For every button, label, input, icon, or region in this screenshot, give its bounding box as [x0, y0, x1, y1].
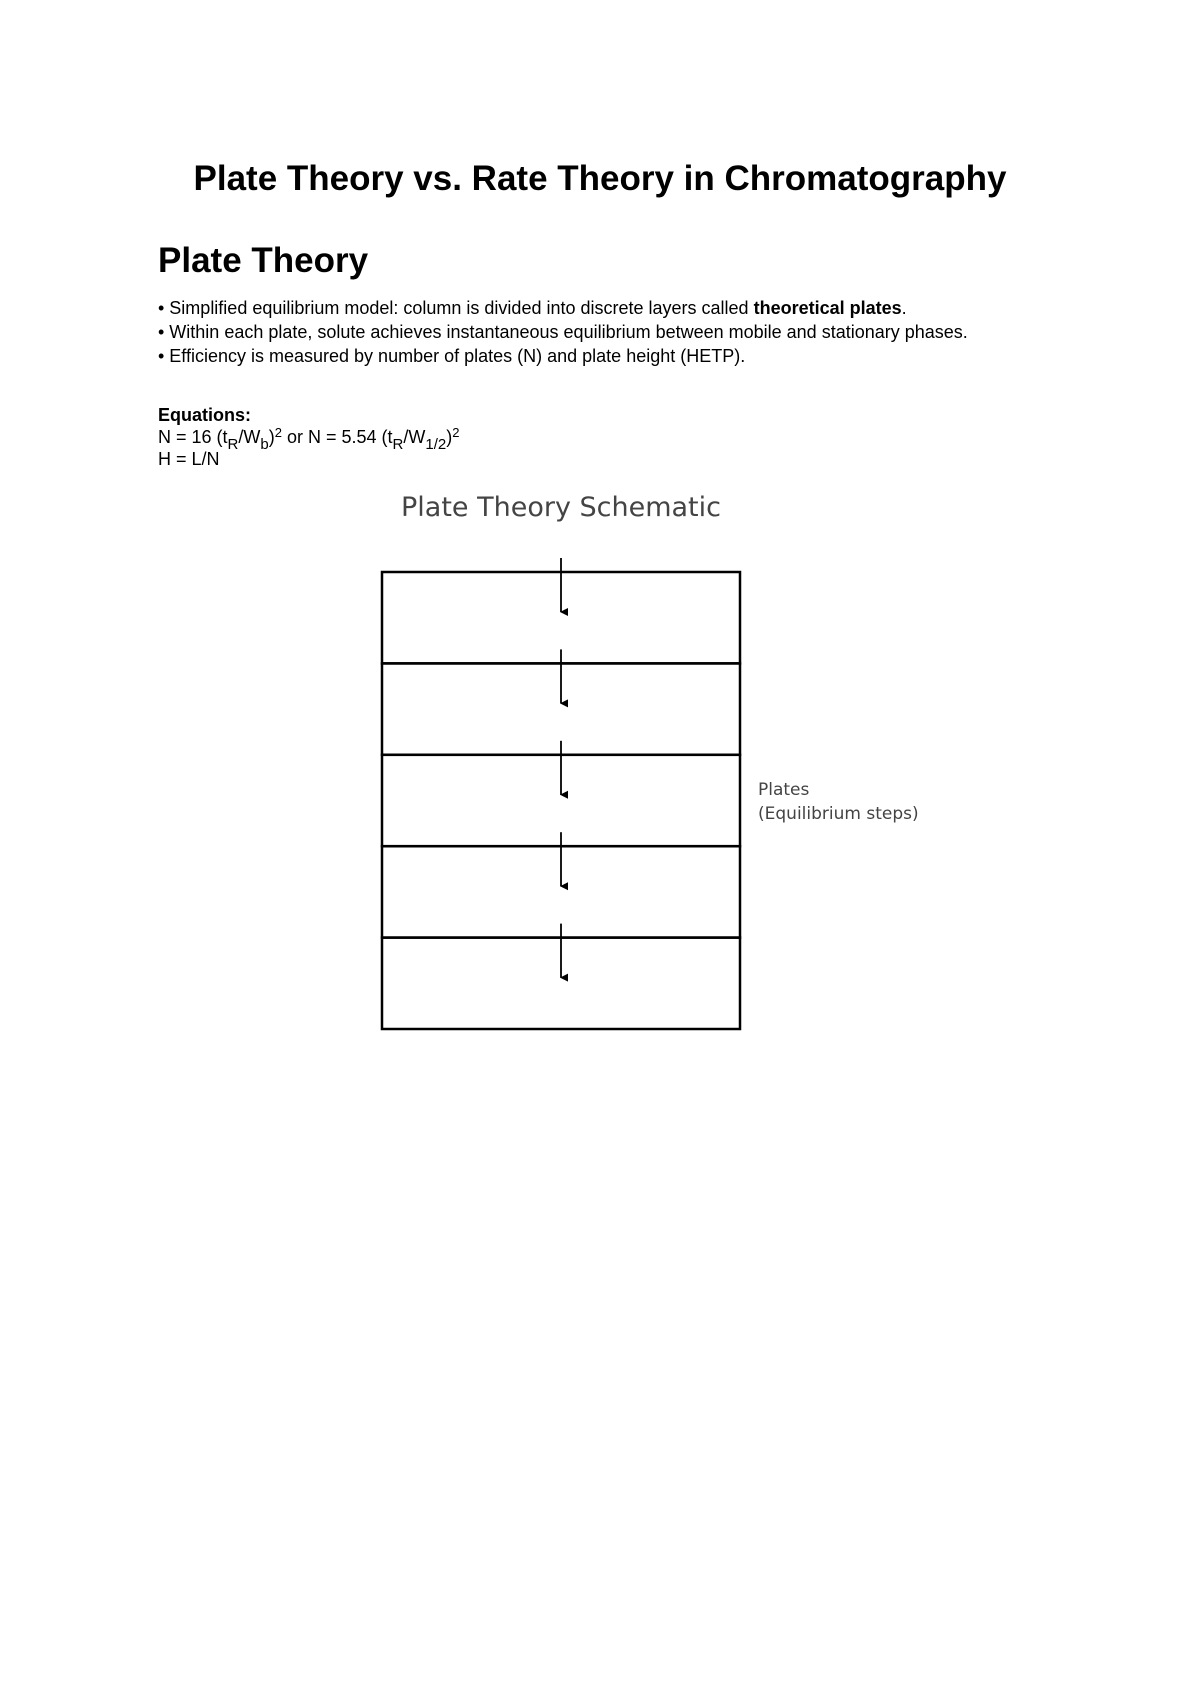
- plate-theory-heading: Plate Theory: [158, 241, 369, 280]
- equations-heading: Equations:: [158, 405, 251, 425]
- plates-label-line-1: Plates: [758, 780, 810, 800]
- eq1-sub-b: b: [260, 436, 269, 453]
- bullet-efficiency: • Efficiency is measured by number of plates (N) and plate height (HETP).: [158, 346, 746, 366]
- document-title: Plate Theory vs. Rate Theory in Chromatography: [193, 159, 1007, 198]
- eq1-sub-half: 1/2: [425, 436, 447, 453]
- bullet-1-end: .: [901, 298, 907, 318]
- bullet-1-text: • Simplified equilibrium model: column is divided into discrete layers called: [158, 298, 754, 318]
- eq1-part: or N = 5.54 (t: [281, 427, 393, 447]
- eq1-part: /W: [238, 427, 261, 447]
- eq1-squared: 2: [452, 425, 460, 440]
- plates-label-line-2: (Equilibrium steps): [758, 804, 919, 824]
- eq1-squared: 2: [274, 425, 282, 440]
- eq1-part: ): [268, 427, 275, 447]
- eq1-part: N = 16 (t: [158, 427, 228, 447]
- equation-plate-height: H = L/N: [158, 449, 220, 469]
- eq1-part: /W: [403, 427, 426, 447]
- eq1-sub-r: R: [227, 436, 239, 453]
- schematic-title: Plate Theory Schematic: [401, 492, 721, 523]
- eq1-sub-r: R: [392, 436, 404, 453]
- bullet-1-bold-term: theoretical plates: [753, 298, 902, 318]
- eq1-part: ): [446, 427, 453, 447]
- plate-stack: [382, 558, 740, 1029]
- bullet-equilibrium-within-plate: • Within each plate, solute achieves instantaneous equilibrium between mobile and stationary phases.: [158, 322, 968, 342]
